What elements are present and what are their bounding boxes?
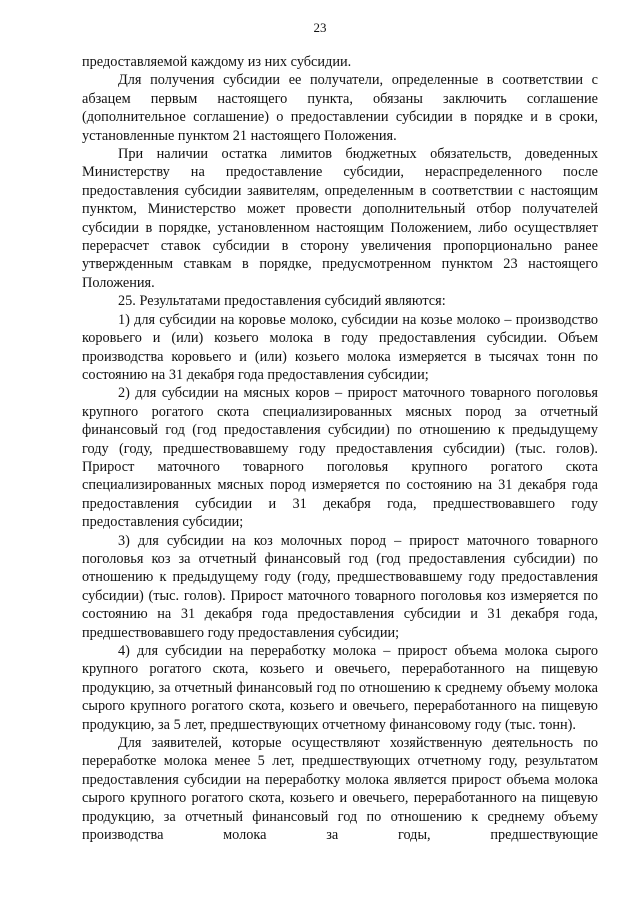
paragraph-4: 25. Результатами предоставления субсидий являются: xyxy=(118,293,446,310)
page-number: 23 xyxy=(313,20,327,35)
paragraph-3: При наличии остатка лимитов бюджетных обязательств, доведенных Министерству на предоставление субсидии, нераспределенного после предоставления субсидии заявителям, определенным в соответствии с настоящим пунктом, Министерство может провести дополнительный отбор получателей субсидии в порядке, установленном настоящим Положением, либо осуществляет перерасчет ставок субсидии в сторону увеличения пропорционально ранее утвержденным ставкам в порядке, предусмотренном пунктом 23 настоящего Положения. xyxy=(82,146,598,291)
paragraph-8: 4) для субсидии на переработку молока – прирост объема молока сырого крупного рогатого скота, козьего и овечьего, переработанного на пищевую продукцию, за отчетный финансовый год по отношению к среднему объему молока сырого крупного рогатого скота, козьего и овечьего, переработанного на пищевую продукцию, за 5 лет, предшествующих отчетному финансовому году (тыс. тонн). xyxy=(82,643,598,733)
paragraph-1: предоставляемой каждому из них субсидии. xyxy=(82,54,352,70)
paragraph-5: 1) для субсидии на коровье молоко, субсидии на козье молоко – производство коровьего и (или) козьего молока в году предоставления субсидии. Объем производства коровьего и (или) козьего молока измеряется в тысячах тонн по состоянию на 31 декабря года предоставления субсидии; xyxy=(82,311,598,383)
paragraph-6: 2) для субсидии на мясных коров – прирост маточного товарного поголовья крупного рогатого скота специализированных мясных пород за отчетный финансовый год (год предоставления субсидии) по отношению к предыдущему году (году, предшествовавшему году предоставления субсидии) (тыс. голов). Прирост маточного товарного поголовья крупного рогатого скота специализированных мясных пород измеряется по состоянию на 31 декабря года предоставления субсидии и 31 декабря года, предшествовавшего году предоставления субсидии; xyxy=(82,385,598,531)
paragraph-2: Для получения субсидии ее получатели, определенные в соответствии с абзацем первым настоящего пункта, обязаны заключить соглашение (дополнительное соглашение) о предоставлении субсидии в порядке и в сроки, установленные пунктом 21 настоящего Положения. xyxy=(82,72,598,144)
document-body xyxy=(82,53,598,844)
paragraph-7: 3) для субсидии на коз молочных пород – прирост маточного товарного поголовья коз за отчетный финансовый год (год предоставления субсидии) по отношению к предыдущему году (году, предшествовавшему году предоставления субсидии) (тыс. голов). Прирост маточного товарного поголовья коз измеряется по состоянию на 31 декабря года предоставления субсидии и 31 декабря года, предшествовавшего году предоставления субсидии; xyxy=(82,532,598,641)
paragraph-9: Для заявителей, которые осуществляют хозяйственную деятельность по переработке молока менее 5 лет, предшествующих отчетному году, результатом предоставления субсидии на переработку молока является прирост объема молока сырого крупного рогатого скота, козьего и овечьего, переработанного на пищевую продукцию, за отчетный финансовый год по отношению к среднему объему производства молока за годы, предшествующие xyxy=(82,735,598,844)
